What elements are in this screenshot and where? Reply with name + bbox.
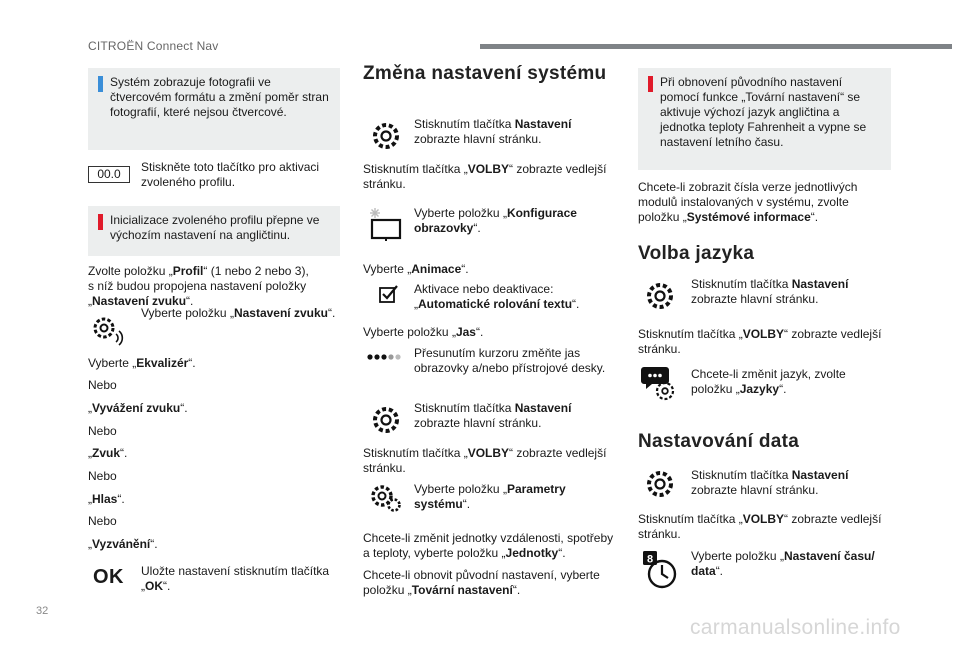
or-text: Nebo xyxy=(88,378,117,392)
sound-option: „Zvuk“. xyxy=(88,446,128,460)
svg-text:8: 8 xyxy=(646,553,654,566)
warning-icon xyxy=(648,76,653,92)
settings-gear-icon xyxy=(370,120,402,152)
header-divider xyxy=(480,44,952,49)
text: „ xyxy=(88,294,92,308)
or-text: Nebo xyxy=(88,469,117,483)
save-settings-instruction: Uložte nastavení stisknutím tlačítka „OK“. xyxy=(141,564,330,593)
press-options-instruction: Stisknutím tlačítka „VOLBY“ zobrazte vedlejší stránku. xyxy=(638,512,882,541)
balance-option: „Vyvážení zvuku“. xyxy=(88,401,188,415)
warning-note-profile-reset xyxy=(88,206,340,256)
settings-gear-icon xyxy=(370,404,402,436)
document-header-title: CITROËN Connect Nav xyxy=(88,39,219,53)
sound-settings-icon xyxy=(90,314,130,346)
press-options-instruction: Stisknutím tlačítka „VOLBY“ zobrazte vedlejší stránku. xyxy=(638,327,882,356)
press-settings-instruction: Stisknutím tlačítka Nastavení zobrazte hlavní stránku. xyxy=(414,117,572,146)
text: “ (1 nebo 2 nebo 3), xyxy=(203,264,309,278)
counter-button-instruction: Stiskněte toto tlačítko pro aktivaci zvoleného profilu. xyxy=(141,160,320,189)
brightness-slider-instruction: Přesunutím kurzoru změňte jas obrazovky a/nebo přístrojové desky. xyxy=(414,346,606,375)
change-units-instruction: Chcete-li změnit jednotky vzdálenosti, spotřeby a teploty, vyberte položku „Jednotky“. xyxy=(363,531,614,560)
settings-gear-icon xyxy=(644,468,676,500)
factory-reset-instruction: Chcete-li obnovit původní nastavení, vyberte položku „Tovární nastavení“. xyxy=(363,568,600,597)
info-note-square-photo xyxy=(88,68,340,150)
profile-keyword: Profil xyxy=(172,264,204,278)
section-heading-date: Nastavování data xyxy=(638,431,800,452)
language-icon xyxy=(640,364,680,402)
system-info-instruction: Chcete-li zobrazit čísla verze jednotlivých modulů instalovaných v systému, zvolte položku „Systémové informace“. xyxy=(638,180,858,224)
press-settings-instruction: Stisknutím tlačítka Nastavení zobrazte hlavní stránku. xyxy=(691,277,849,306)
press-settings-instruction: Stisknutím tlačítka Nastavení zobrazte hlavní stránku. xyxy=(414,401,572,430)
select-language: Chcete-li změnit jazyk, zvolte položku „Jazyky“. xyxy=(691,367,846,396)
section-heading-system-settings: Změna nastavení systému xyxy=(363,63,607,84)
info-note-text: Systém zobrazuje fotografii ve čtvercovém formátu a změní poměr stran fotografií, které nejsou čtvercové. xyxy=(110,75,329,119)
select-profile-paragraph xyxy=(88,264,340,309)
select-sound-settings: Vyberte položku „Nastavení zvuku“. xyxy=(141,306,336,320)
press-settings-instruction: Stisknutím tlačítka Nastavení zobrazte hlavní stránku. xyxy=(691,468,849,497)
checkbox-checked-icon xyxy=(378,284,400,304)
sound-settings-keyword: Nastavení zvuku xyxy=(233,306,328,320)
warning-note-text: Při obnovení původního nastavení pomocí funkce „Tovární nastavení“ se aktivuje výchozí jazyk angličtina a jednotka teploty Fahrenheit a vypne se nastavení letního času. xyxy=(660,75,867,149)
clock-calendar-icon xyxy=(640,549,680,591)
select-animation: Vyberte „Animace“. xyxy=(363,262,469,276)
counter-button-value: 00.0 xyxy=(97,167,121,181)
sound-settings-keyword: Nastavení zvuku xyxy=(92,294,187,308)
autoscroll-toggle-instruction: Aktivace nebo deaktivace: „Automatické rolování textu“. xyxy=(414,282,580,311)
screen-configuration-icon xyxy=(368,206,404,242)
text: Zvolte položku „ xyxy=(88,264,173,278)
or-text: Nebo xyxy=(88,514,117,528)
section-heading-language: Volba jazyka xyxy=(638,243,755,264)
text: s níž budou propojena nastavení položky xyxy=(88,279,307,293)
counter-button xyxy=(88,166,130,183)
ok-button-icon: OK xyxy=(93,566,124,588)
press-options-instruction: Stisknutím tlačítka „VOLBY“ zobrazte vedlejší stránku. xyxy=(363,162,607,191)
info-icon xyxy=(98,76,103,92)
text: “. xyxy=(186,294,194,308)
select-brightness: Vyberte položku „Jas“. xyxy=(363,325,484,339)
or-text: Nebo xyxy=(88,424,117,438)
equalizer-keyword: Ekvalizér xyxy=(136,356,189,370)
select-screen-configuration: Vyberte položku „Konfigurace obrazovky“. xyxy=(414,206,577,235)
settings-gear-icon xyxy=(644,280,676,312)
voice-option: „Hlas“. xyxy=(88,492,125,506)
select-time-date-settings: Vyberte položku „Nastavení času/ data“. xyxy=(691,549,875,578)
ringtone-option: „Vyzvánění“. xyxy=(88,537,158,551)
warning-note-text: Inicializace zvoleného profilu přepne ve výchozím nastavení na angličtinu. xyxy=(110,213,320,242)
warning-icon xyxy=(98,214,103,230)
warning-note-factory-reset xyxy=(638,68,891,170)
brightness-slider-icon xyxy=(366,352,402,362)
select-system-parameters: Vyberte položku „Parametry systému“. xyxy=(414,482,566,511)
system-parameters-icon xyxy=(368,482,404,514)
select-equalizer: Vyberte „Ekvalizér“. xyxy=(88,356,196,370)
press-options-instruction: Stisknutím tlačítka „VOLBY“ zobrazte vedlejší stránku. xyxy=(363,446,607,475)
watermark: carmanualsonline.info xyxy=(690,616,901,639)
page-number: 32 xyxy=(36,605,49,617)
